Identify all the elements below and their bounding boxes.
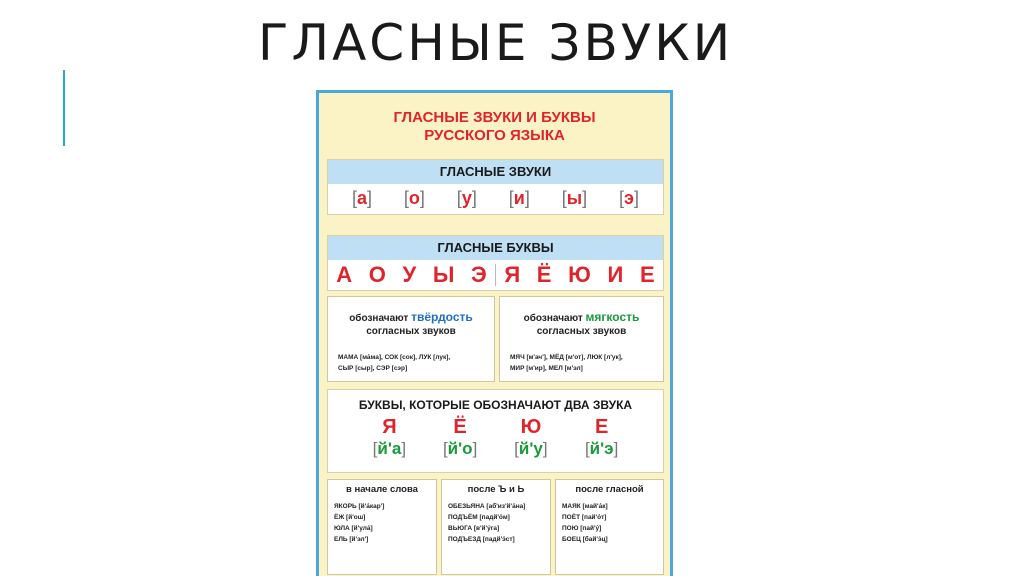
position-words: ЯКОРЬ [й'а́кар'] ЁЖ [й'ош] ЮЛА [й'ула́] ЕЛЬ [й'эл']	[334, 503, 385, 543]
softness-text: обозначают мягкость согласных звуков	[523, 310, 640, 337]
hard-vowel-letters	[328, 262, 495, 288]
position-words: МАЯК [май'а́к] ПОЁТ [пай'о́т] ПОЮ [пай'у́] БОЕЦ [бай'э́ц]	[562, 503, 608, 543]
position-box-after-signs	[441, 479, 551, 575]
vowel-sound: [а]	[351, 187, 372, 208]
two-sounds-transcriptions	[328, 439, 663, 459]
soft-vowel-letters	[496, 262, 663, 288]
softness-box	[499, 296, 664, 382]
vowel-sound: [э]	[619, 187, 640, 208]
vowel-letter: Я	[504, 262, 521, 287]
iotated-letter: Я	[382, 416, 397, 438]
two-sounds-header: БУКВЫ, КОТОРЫЕ ОБОЗНАЧАЮТ ДВА ЗВУКА	[358, 398, 633, 412]
position-header: после гласной	[575, 484, 644, 495]
vowel-sounds-section	[327, 159, 664, 215]
iotated-sound: [й'а]	[372, 439, 407, 458]
vowel-letter: Е	[639, 262, 655, 287]
hardness-box	[327, 296, 495, 382]
two-sounds-letters	[328, 416, 663, 439]
softness-examples: МЯЧ [м'ач'], МЁД [м'от], ЛЮК [л'ук], МИР [м'ир], МЕЛ [м'эл]	[510, 354, 623, 372]
vowel-sound: [и]	[508, 187, 530, 208]
vowel-sound: [ы]	[561, 187, 588, 208]
vowel-letter: Ё	[536, 262, 552, 287]
position-words: ОБЕЗЬЯНА [аб'из'й'а́на] ПОДЪЁМ [падй'о́м] ВЬЮГА [в'й'у́га] ПОДЪЕЗД [падй'э́ст]	[448, 503, 526, 543]
vowel-letters-header: ГЛАСНЫЕ БУКВЫ	[328, 236, 663, 260]
vowel-sound: [о]	[403, 187, 425, 208]
iotated-letter: Ё	[453, 416, 467, 438]
softness-highlight: мягкость	[585, 310, 640, 324]
vowel-sounds-header: ГЛАСНЫЕ ЗВУКИ	[328, 160, 663, 184]
vowel-letter: Ы	[432, 262, 455, 287]
hardness-text: обозначают твёрдость согласных звуков	[349, 310, 473, 337]
vowel-letter: А	[336, 262, 353, 287]
iotated-letter: Ю	[520, 416, 542, 438]
vowel-letter: Э	[470, 262, 487, 287]
vowel-letter: О	[368, 262, 386, 287]
vowel-letters-row	[328, 260, 663, 290]
accent-bar	[63, 70, 65, 146]
poster-title-line1: ГЛАСНЫЕ ЗВУКИ И БУКВЫ	[393, 109, 596, 126]
poster-title-line2: РУССКОГО ЯЗЫКА	[424, 127, 565, 144]
two-sounds-section	[327, 389, 664, 473]
vowel-letters-section	[327, 235, 664, 291]
vowel-sound: [у]	[456, 187, 477, 208]
slide-title: ГЛАСНЫЕ ЗВУКИ	[258, 14, 734, 72]
vowel-sounds-row	[328, 184, 663, 212]
vowel-letter: У	[402, 262, 417, 287]
iotated-sound: [й'о]	[442, 439, 478, 458]
position-box-start	[327, 479, 437, 575]
hardness-examples: МАМА [ма́ма], СОК [сок], ЛУК [лук], СЫР [сыр], СЭР [сэр]	[338, 354, 451, 372]
iotated-sound: [й'у]	[514, 439, 548, 458]
vowel-letter: Ю	[568, 262, 591, 287]
position-header: после Ъ и Ь	[467, 484, 525, 495]
iotated-letter: Е	[594, 416, 609, 438]
hardness-highlight: твёрдость	[411, 310, 473, 324]
vowels-poster	[316, 90, 673, 576]
iotated-sound: [й'э]	[584, 439, 619, 458]
position-box-after-vowel	[555, 479, 664, 575]
position-header: в начале слова	[346, 484, 418, 495]
vowel-letter: И	[607, 262, 624, 287]
